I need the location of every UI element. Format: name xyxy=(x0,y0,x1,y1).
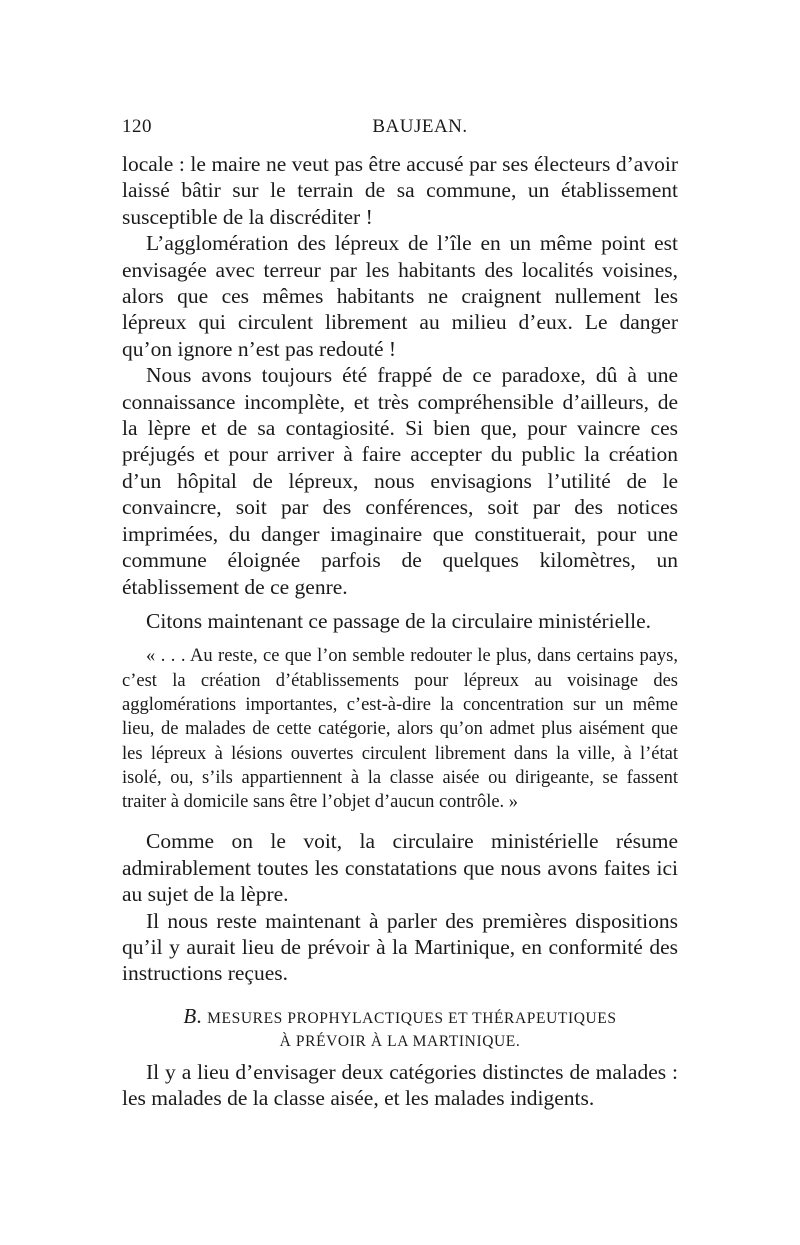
page-number: 120 xyxy=(122,116,152,137)
section-letter: B. xyxy=(183,1003,203,1028)
running-title: BAUJEAN. xyxy=(372,116,468,137)
section-heading xyxy=(122,1005,678,1053)
paragraph: Il nous reste maintenant à parler des premières dispositions qu’il y aurait lieu de prévoir à la Martinique, en conformité des instructions reçues. xyxy=(122,908,678,986)
paragraph-continuation: locale : le maire ne veut pas être accusé par ses électeurs d’avoir laissé bâtir sur le terrain de sa commune, un établissement susceptible de la discréditer ! xyxy=(122,152,678,229)
paragraph: Nous avons toujours été frappé de ce paradoxe, dû à une connaissance incomplète, et très compréhensible d’ailleurs, de la lèpre et de sa contagiosité. Si bien que, pour vaincre ces préjugés et pour arriver à faire accepter du public la création d’un hôpital de lépreux, nous envisagions l’utilité de le convaincre, soit par des conférences, soit par des notices imprimées, du danger imaginaire que constituerait, pour une commune éloignée parfois de quelques kilomètres, un établissement de ce genre. xyxy=(122,363,678,599)
paragraph: L’agglomération des lépreux de l’île en un même point est envisagée avec terreur par les habitants des localités voisines, alors que ces mêmes habitants ne craignent nullement les lépreux qui circulent librement au milieu d’eux. Le danger qu’on ignore n’est pas redouté ! xyxy=(122,231,678,361)
paragraph-quote-intro: Citons maintenant ce passage de la circulaire ministérielle. xyxy=(146,608,652,633)
block-quote: « . . . Au reste, ce que l’on semble redouter le plus, dans certains pays, c’est la création d’établissements pour lépreux au voisinage des agglomérations importantes, c’est-à-dire la concentration sur un même lieu, de malades de cette catégorie, alors qu’on admet plus aisément que les lépreux à lésions ouvertes circulent librement dans la ville, à l’état isolé, ou, s’ils appartiennent à la classe aisée ou dirigeante, se fassent traiter à domicile sans être l’objet d’aucun contrôle. » xyxy=(122,646,678,813)
body-text xyxy=(122,151,678,1112)
paragraph: Il y a lieu d’envisager deux catégories distinctes de malades : les malades de la classe aisée, et les malades indigents. xyxy=(122,1059,678,1111)
paragraph: Comme on le voit, la circulaire ministérielle résume admirablement toutes les constatations que nous avons faites ici au sujet de la lèpre. xyxy=(122,829,678,907)
section-title-line-1: MESURES PROPHYLACTIQUES ET THÉRAPEUTIQUES xyxy=(207,1009,617,1027)
section-title-line-2: À PRÉVOIR À LA MARTINIQUE. xyxy=(279,1032,521,1050)
page-header xyxy=(122,116,678,142)
section-heading-line-1 xyxy=(122,1005,678,1030)
